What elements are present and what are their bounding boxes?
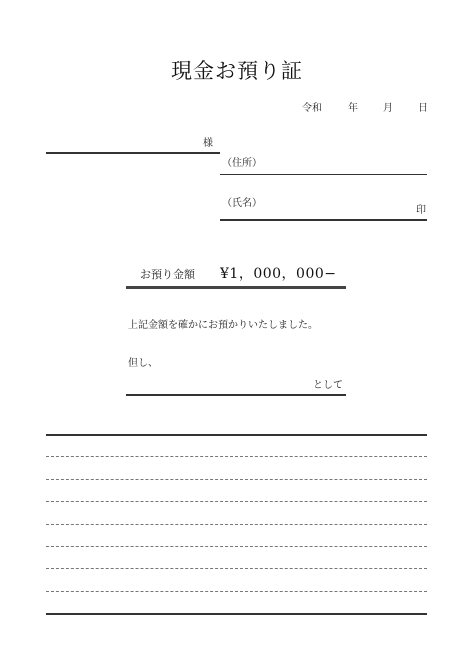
date-era: 令和 xyxy=(302,103,322,114)
memo-dashed-line xyxy=(46,568,427,569)
address-label: （住所） xyxy=(222,158,262,169)
memo-dashed-line xyxy=(46,479,427,480)
purpose-line xyxy=(126,394,346,396)
name-line xyxy=(220,219,427,221)
memo-top-border xyxy=(46,434,427,436)
amount-value: ¥1，000，000− xyxy=(220,266,337,282)
recipient-line xyxy=(46,152,220,154)
amount-underline xyxy=(126,286,346,289)
memo-dashed-line xyxy=(46,501,427,502)
date-month-label: 月 xyxy=(383,103,393,114)
name-label: （氏名） xyxy=(222,198,262,209)
address-line xyxy=(220,174,427,175)
confirmation-text: 上記金額を確かにお預かりいたしました。 xyxy=(128,320,318,331)
memo-dashed-line xyxy=(46,591,427,592)
document-title: 現金お預り証 xyxy=(171,59,303,83)
memo-dashed-line xyxy=(46,546,427,547)
purpose-suffix: として xyxy=(313,380,343,391)
memo-dashed-line xyxy=(46,524,427,525)
date-year-label: 年 xyxy=(348,103,358,114)
seal-label: 印 xyxy=(416,205,426,216)
memo-bottom-border xyxy=(46,613,427,615)
purpose-label: 但し、 xyxy=(128,358,158,369)
amount-label: お預り金額 xyxy=(140,268,195,281)
date-day-label: 日 xyxy=(418,103,428,114)
memo-dashed-line xyxy=(46,456,427,457)
recipient-suffix: 様 xyxy=(203,138,213,149)
